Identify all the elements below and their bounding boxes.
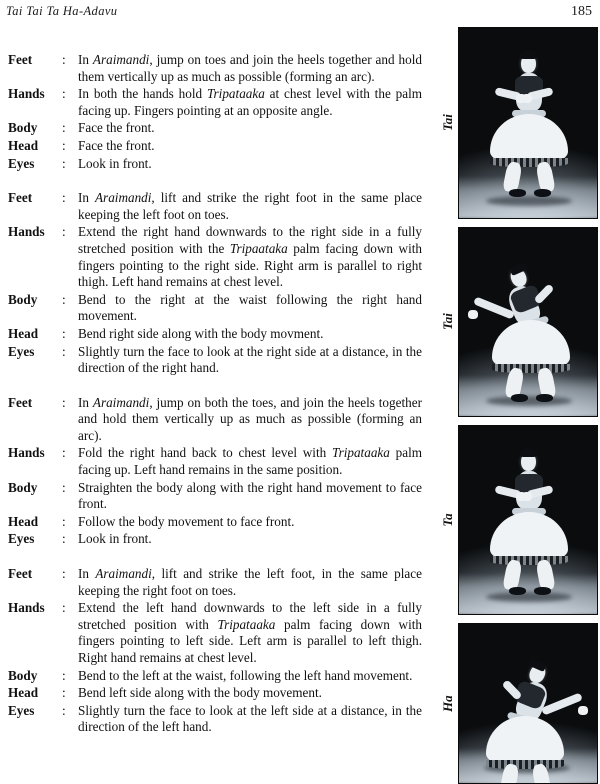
row-label-body: Body (8, 479, 38, 495)
instruction-row (0, 685, 440, 702)
row-separator: : (62, 343, 66, 359)
dance-pose-photo (458, 27, 598, 219)
instruction-row (0, 224, 440, 290)
row-separator: : (62, 155, 66, 171)
row-label-head: Head (8, 325, 39, 341)
dancer-figure (459, 228, 597, 416)
photo-image (459, 426, 597, 614)
row-description: Look in front. (78, 155, 152, 171)
row-label-feet: Feet (8, 566, 33, 582)
row-label-hands: Hands (8, 445, 45, 461)
row-separator: : (62, 52, 66, 67)
row-separator: : (62, 325, 66, 341)
row-label-hands: Hands (8, 224, 45, 240)
photo-image (459, 28, 597, 218)
row-label-eyes: Eyes (8, 155, 35, 171)
row-description: Follow the body movement to face front. (78, 513, 295, 529)
row-separator: : (62, 137, 66, 153)
dance-pose-photo (458, 227, 598, 417)
instruction-row (0, 668, 440, 685)
row-label-head: Head (8, 513, 39, 529)
instruction-row (0, 445, 440, 478)
row-description: Slightly turn the face to look at the right side at a distance, in the direction of the right hand. (78, 343, 422, 376)
row-label-feet: Feet (8, 52, 33, 67)
row-separator: : (62, 531, 66, 547)
photo-caption: Tai (440, 114, 455, 131)
instruction-row (0, 138, 440, 155)
dancer-figure (459, 28, 597, 218)
row-separator: : (62, 600, 66, 616)
term-emphasis: Tripataaka (217, 616, 276, 632)
running-head (6, 4, 592, 22)
row-description: In both the hands hold Tripataaka at chest level with the palm facing up. Fingers pointing at an opposite angle. (78, 86, 422, 118)
term-emphasis: Araimandi (92, 394, 150, 410)
term-emphasis: Araimandi (95, 190, 152, 206)
term-emphasis: Araimandi (92, 52, 150, 67)
instruction-row (0, 156, 440, 173)
row-separator: : (62, 394, 66, 410)
row-label-feet: Feet (8, 190, 33, 206)
row-label-eyes: Eyes (8, 702, 35, 718)
row-separator: : (62, 291, 66, 307)
row-description: Face the front. (78, 137, 155, 153)
row-label-head: Head (8, 685, 39, 701)
row-label-hands: Hands (8, 86, 45, 102)
row-description: Fold the right hand back to chest level with Tripataaka palm facing up. Left hand remains in the same position. (78, 445, 422, 478)
term-emphasis: Tripataaka (206, 86, 265, 102)
row-label-eyes: Eyes (8, 343, 35, 359)
row-separator: : (62, 445, 66, 461)
term-emphasis: Tripataaka (331, 445, 390, 461)
row-separator: : (62, 685, 66, 701)
row-description: Face the front. (78, 120, 155, 136)
instruction-row (0, 703, 440, 736)
row-label-feet: Feet (8, 394, 33, 410)
instruction-row (0, 395, 440, 445)
row-description: Extend the left hand downwards to the left side in a fully stretched position with Tripataaka palm facing down with fingers pointing to left side. Left arm is parallel to left thigh. Right hand remains at chest level. (78, 600, 422, 665)
row-separator: : (62, 667, 66, 683)
row-separator: : (62, 224, 66, 240)
row-label-head: Head (8, 137, 39, 153)
instruction-row (0, 86, 440, 119)
row-separator: : (62, 566, 66, 582)
row-description: Bend left side along with the body movement. (78, 685, 322, 701)
instruction-row (0, 600, 440, 666)
dancer-figure (459, 624, 597, 783)
instruction-row (0, 531, 440, 548)
running-head-title: Tai Tai Ta Ha-Adavu (6, 4, 118, 18)
row-separator: : (62, 702, 66, 718)
instruction-row (0, 292, 440, 325)
row-description: Straighten the body along with the right hand movement to face front. (78, 479, 422, 512)
instruction-row (0, 514, 440, 531)
instruction-step (0, 566, 440, 736)
instruction-step (0, 395, 440, 548)
instruction-row (0, 326, 440, 343)
instruction-step (0, 52, 440, 172)
instruction-step (0, 190, 440, 377)
row-label-body: Body (8, 120, 38, 136)
row-description: Bend to the left at the waist, following the left hand movement. (78, 667, 413, 683)
row-description: Bend to the right at the waist following the right hand movement. (78, 291, 422, 324)
row-separator: : (62, 120, 66, 136)
row-description: In Araimandi, lift and strike the right foot in the same place keeping the left foot on toes. (78, 190, 422, 222)
term-emphasis: Tripaataka (229, 240, 288, 256)
instruction-row (0, 566, 440, 599)
instruction-column (0, 52, 440, 737)
instruction-row (0, 344, 440, 377)
photo-image (459, 624, 597, 783)
instruction-row (0, 120, 440, 137)
photo-caption: Ha (440, 694, 455, 712)
row-description: In Araimandi, jump on both the toes, and join the heels together and hold them vertically up as much as possible (forming an arc). (78, 394, 422, 443)
instruction-row (0, 52, 440, 85)
dancer-figure (459, 426, 597, 614)
row-label-eyes: Eyes (8, 531, 35, 547)
photo-caption: Ta (440, 513, 455, 527)
instruction-row (0, 480, 440, 513)
row-description: Slightly turn the face to look at the left side at a distance, in the direction of the left hand. (78, 702, 422, 735)
row-description: Extend the right hand downwards to the right side in a fully stretched position with the Tripaataka palm facing down with fingers pointing to the right side. Right arm is parallel to right thigh. Left hand remains at chest level. (78, 224, 422, 290)
photo-image (459, 228, 597, 416)
dance-pose-photo (458, 425, 598, 615)
row-description: Look in front. (78, 531, 152, 547)
row-description: In Araimandi, jump on toes and join the heels together and hold them vertically up as much as possible (forming an arc). (78, 52, 422, 84)
page-number: 185 (571, 4, 592, 19)
row-separator: : (62, 190, 66, 206)
photo-strip (458, 27, 600, 784)
row-description: In Araimandi, lift and strike the left foot, in the same place keeping the right foot on toes. (78, 566, 422, 598)
row-label-body: Body (8, 291, 38, 307)
dance-pose-photo (458, 623, 598, 784)
row-separator: : (62, 513, 66, 529)
instruction-row (0, 190, 440, 223)
row-separator: : (62, 86, 66, 102)
row-separator: : (62, 479, 66, 495)
row-label-body: Body (8, 667, 38, 683)
row-label-hands: Hands (8, 600, 45, 616)
row-description: Bend right side along with the body movment. (78, 325, 324, 341)
photo-caption: Tai (440, 313, 455, 330)
term-emphasis: Araimandi (95, 566, 152, 582)
